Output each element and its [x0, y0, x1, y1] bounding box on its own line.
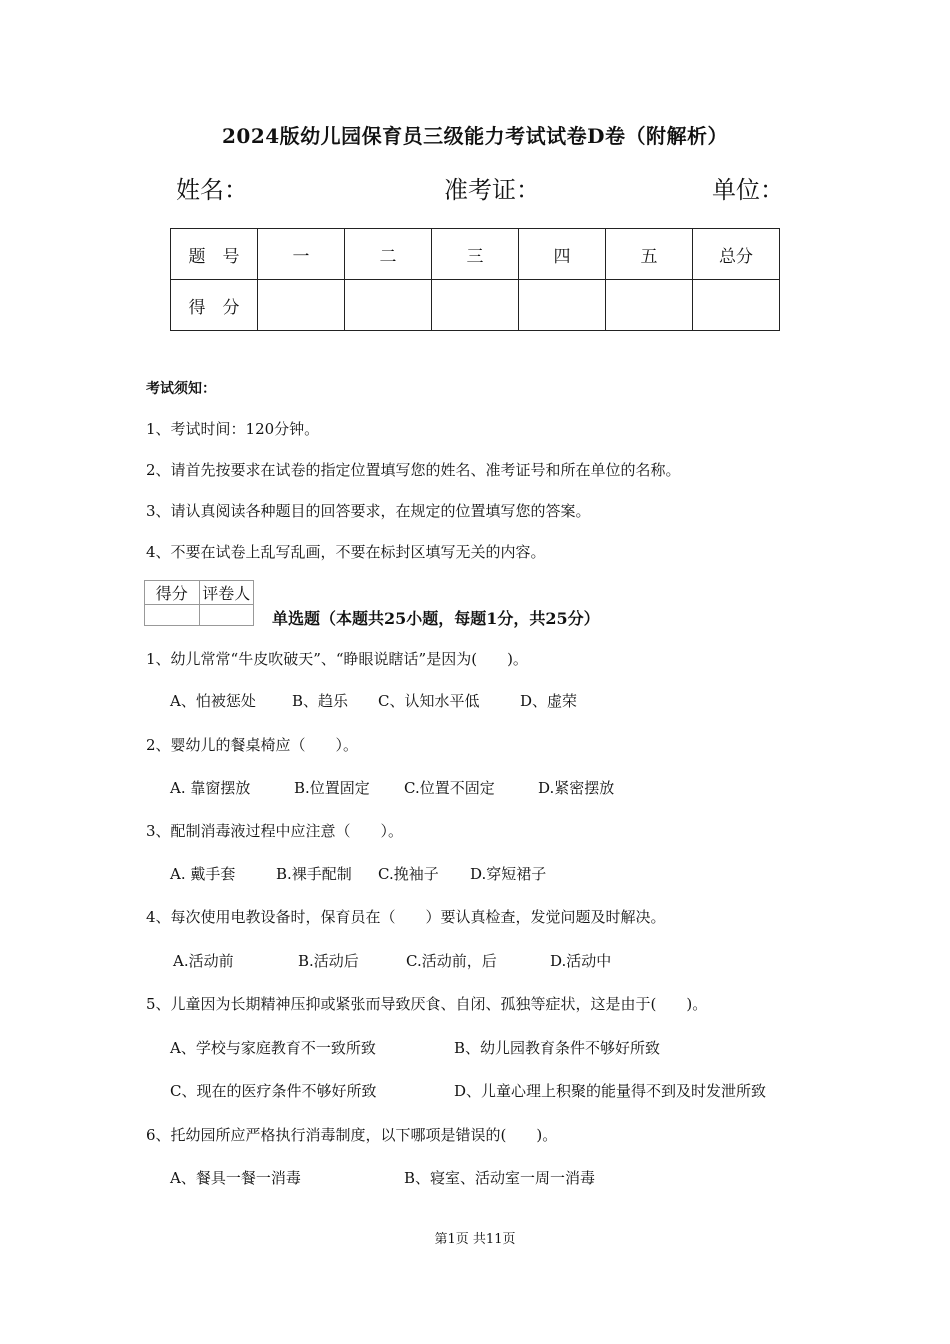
question-option[interactable]: A、餐具一餐一消毒 [170, 1169, 301, 1187]
grader-box-score-cell[interactable] [145, 605, 200, 626]
score-table-header-cell: 总分 [693, 229, 780, 280]
score-table-header-cell: 二 [345, 229, 432, 280]
grader-box-grader-label: 评卷人 [199, 581, 254, 605]
score-cell[interactable] [606, 280, 693, 331]
score-table-header-cell: 三 [432, 229, 519, 280]
notice-item: 1、考试时间：120分钟。 [146, 420, 320, 438]
question-stem: 3、配制消毒液过程中应注意（ ）。 [146, 822, 404, 840]
score-table-header-cell: 一 [258, 229, 345, 280]
score-table-score-row [171, 280, 780, 331]
question-option[interactable]: B.位置固定 [294, 779, 370, 797]
question-option[interactable]: C.位置不固定 [404, 779, 495, 797]
grader-box-grader-cell[interactable] [199, 605, 254, 626]
grader-box [144, 580, 254, 626]
unit-label: 单位： [712, 176, 784, 204]
score-table [170, 228, 780, 331]
question-option[interactable]: C.活动前，后 [406, 952, 497, 970]
question-stem: 1、幼儿常常“牛皮吹破天”、“睁眼说瞎话”是因为( )。 [146, 650, 528, 668]
score-cell[interactable] [519, 280, 606, 331]
score-cell[interactable] [258, 280, 345, 331]
question-stem: 2、婴幼儿的餐桌椅应（ ）。 [146, 736, 359, 754]
question-option[interactable]: B、趋乐 [292, 692, 349, 710]
score-cell[interactable] [432, 280, 519, 331]
score-row-label: 得 分 [171, 280, 258, 331]
notice-heading: 考试须知： [146, 381, 216, 397]
page-footer: 第1页 共11页 [434, 1232, 516, 1247]
question-option[interactable]: B.活动后 [298, 952, 359, 970]
question-option[interactable]: D.穿短裙子 [470, 865, 547, 883]
question-option[interactable]: C.挽袖子 [378, 865, 439, 883]
question-option[interactable]: A.活动前 [173, 952, 234, 970]
notice-item: 2、请首先按要求在试卷的指定位置填写您的姓名、准考证号和所在单位的名称。 [146, 461, 681, 479]
question-option[interactable]: D.紧密摆放 [538, 779, 615, 797]
question-option[interactable]: B、寝室、活动室一周一消毒 [404, 1169, 596, 1187]
question-option[interactable]: D.活动中 [550, 952, 612, 970]
question-option[interactable]: B.裸手配制 [276, 865, 352, 883]
question-option[interactable]: A、怕被惩处 [170, 692, 256, 710]
question-option[interactable]: B、幼儿园教育条件不够好所致 [454, 1039, 661, 1057]
question-option[interactable]: A. 戴手套 [170, 865, 236, 883]
page-title: 2024版幼儿园保育员三级能力考试试卷D卷（附解析） [221, 124, 728, 148]
score-table-header-cell: 五 [606, 229, 693, 280]
question-stem: 6、托幼园所应严格执行消毒制度，以下哪项是错误的( )。 [146, 1126, 558, 1144]
notice-item: 4、不要在试卷上乱写乱画，不要在标封区填写无关的内容。 [146, 543, 546, 561]
question-option[interactable]: C、认知水平低 [378, 692, 480, 710]
question-option[interactable]: C、现在的医疗条件不够好所致 [170, 1082, 377, 1100]
question-stem: 4、每次使用电教设备时，保育员在（ ）要认真检查，发觉问题及时解决。 [146, 908, 666, 926]
exam-id-label: 准考证： [444, 176, 540, 204]
score-cell[interactable] [693, 280, 780, 331]
name-label: 姓名： [176, 176, 248, 204]
question-option[interactable]: A. 靠窗摆放 [170, 779, 251, 797]
grader-box-score-label: 得分 [145, 581, 200, 605]
question-stem: 5、儿童因为长期精神压抑或紧张而导致厌食、自闭、孤独等症状，这是由于( )。 [146, 995, 708, 1013]
question-option[interactable]: D、虚荣 [520, 692, 578, 710]
score-table-header-cell: 四 [519, 229, 606, 280]
notice-item: 3、请认真阅读各种题目的回答要求，在规定的位置填写您的答案。 [146, 502, 591, 520]
question-option[interactable]: D、儿童心理上积聚的能量得不到及时发泄所致 [454, 1082, 767, 1100]
question-option[interactable]: A、学校与家庭教育不一致所致 [170, 1039, 376, 1057]
score-cell[interactable] [345, 280, 432, 331]
score-table-header-row [171, 229, 780, 280]
section-heading: 单选题（本题共25小题，每题1分，共25分） [272, 609, 600, 628]
score-table-header-cell: 题 号 [171, 229, 258, 280]
